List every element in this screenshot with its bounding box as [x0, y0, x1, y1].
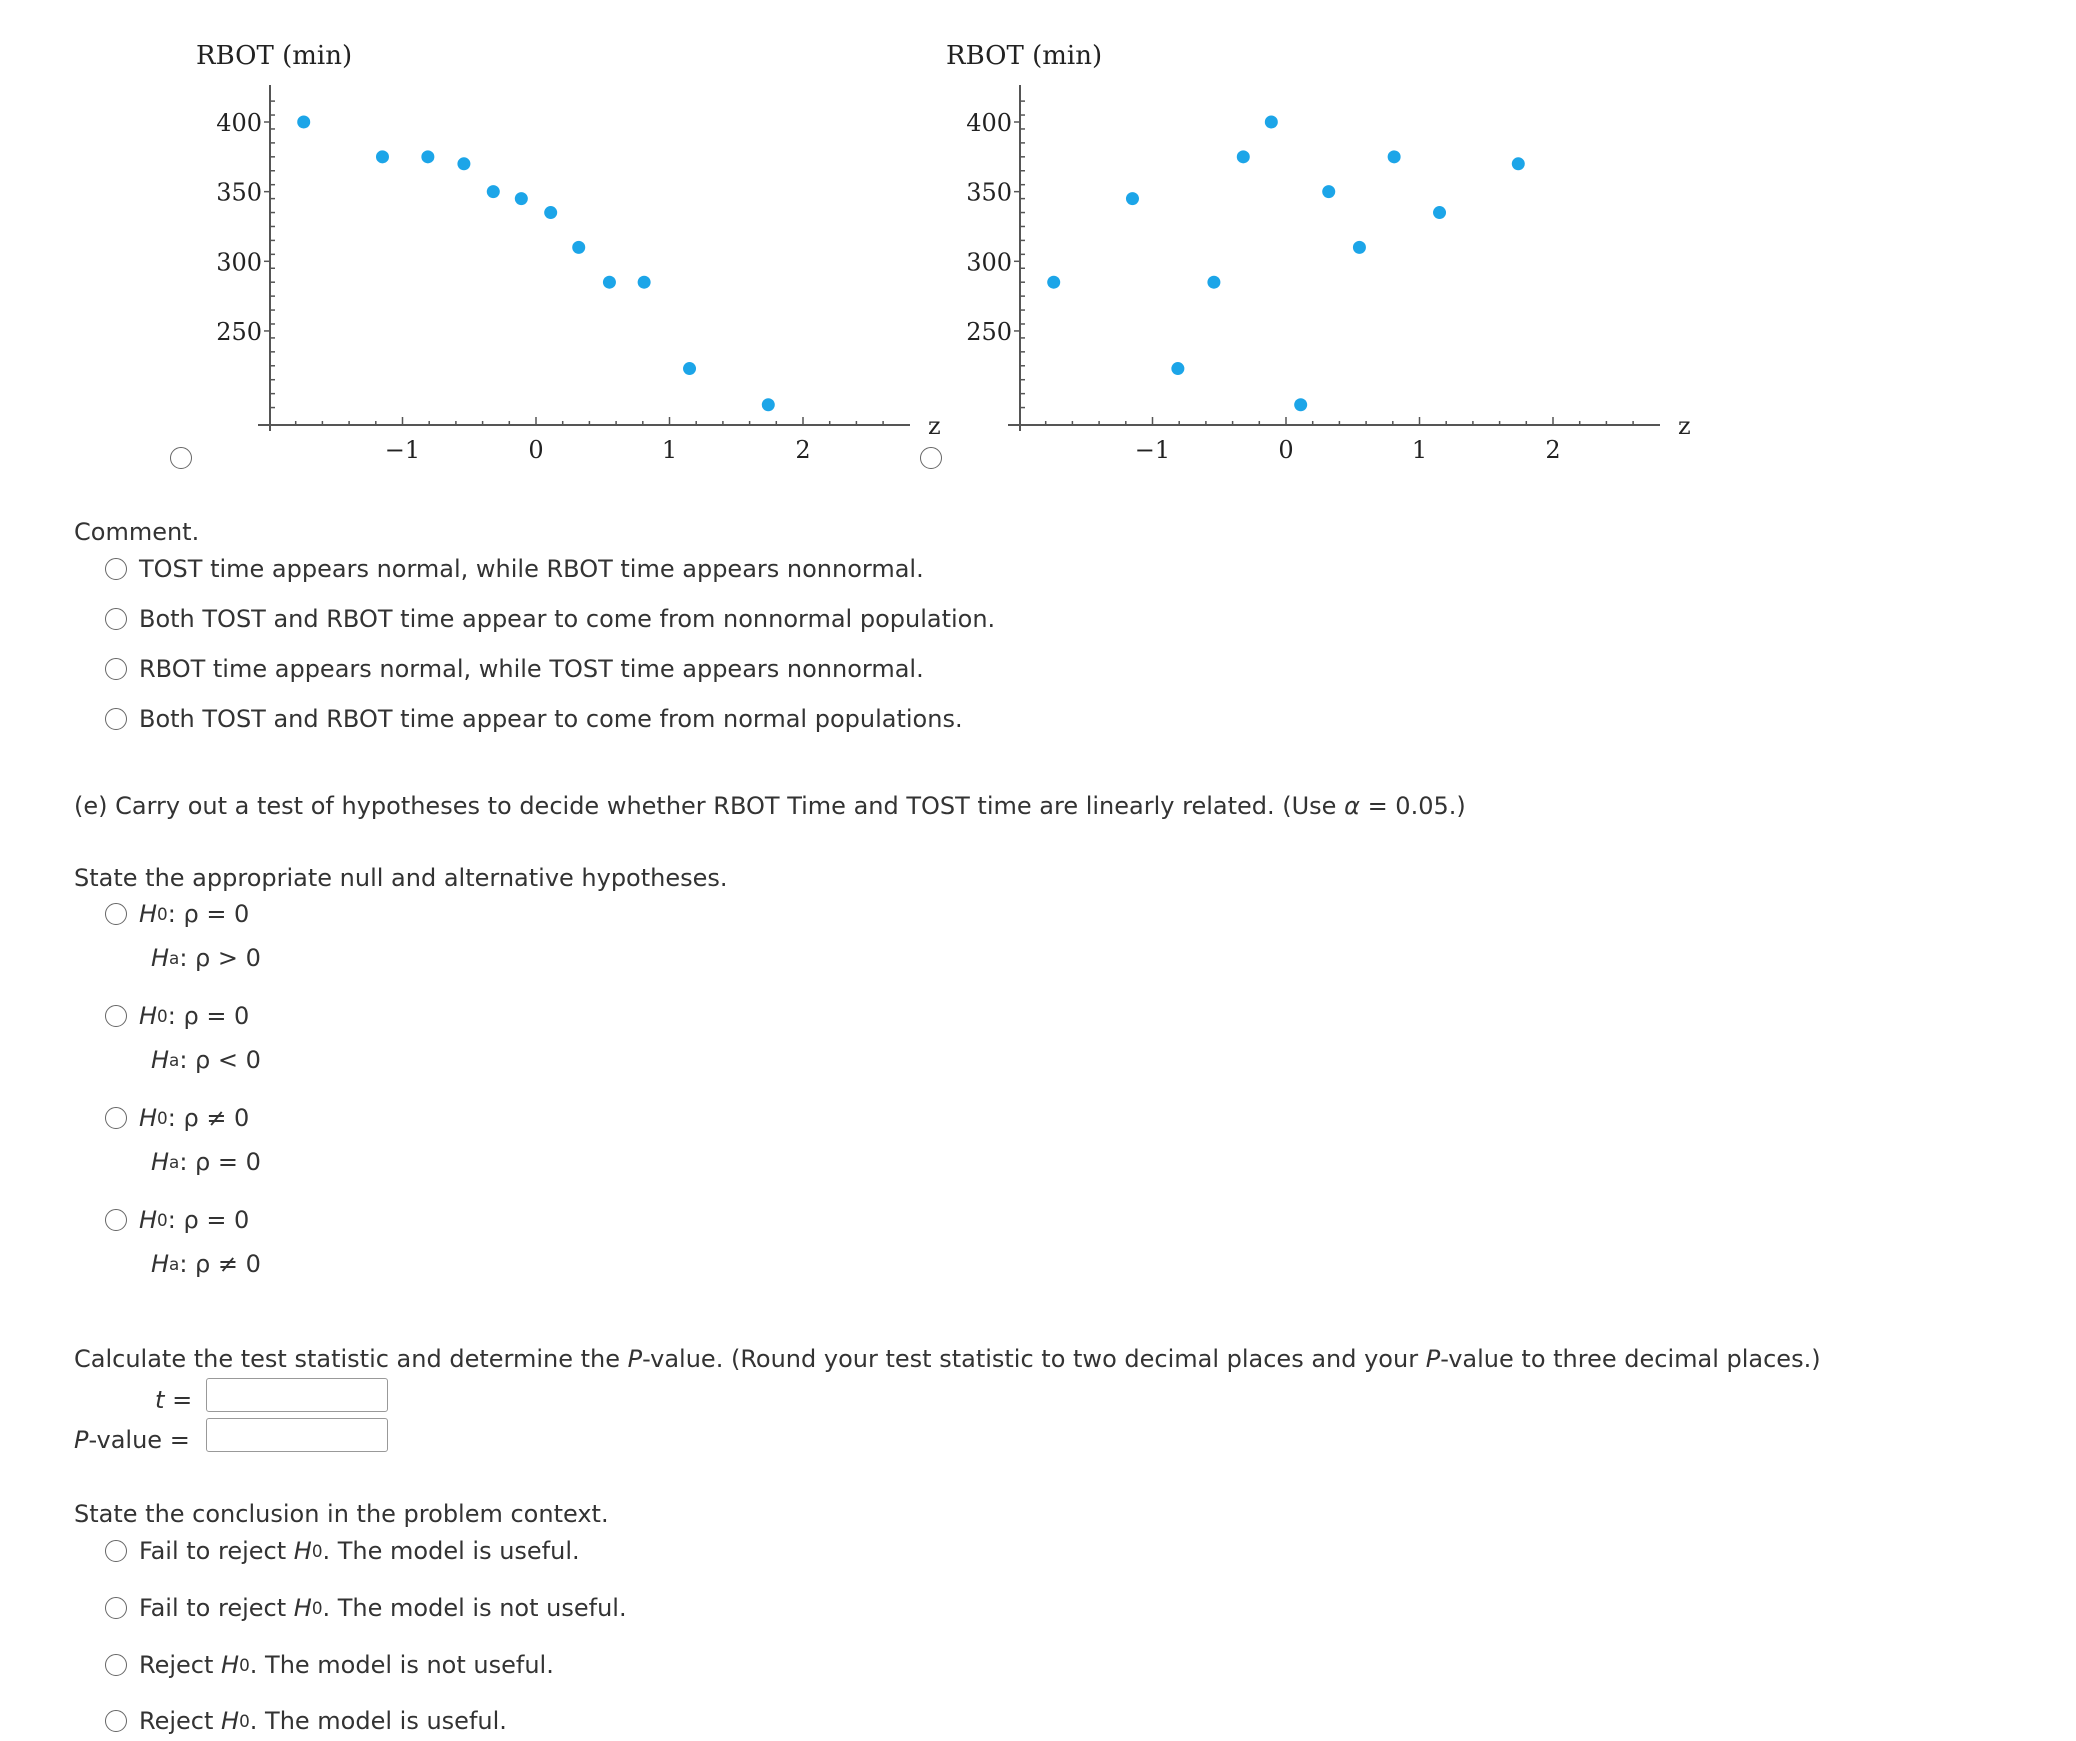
hypothesis-option-4[interactable] — [105, 1198, 261, 1286]
null-sub: 0 — [157, 904, 168, 924]
comment-label: Comment. — [74, 518, 200, 546]
p-value-equals: = — [169, 1426, 190, 1454]
p-value-label — [74, 1426, 190, 1454]
conclusion-3-verb: Reject — [139, 1651, 214, 1679]
hypothesis-option-2[interactable] — [105, 994, 261, 1082]
plot-2-point-10 — [1388, 150, 1401, 163]
conclusion-h-symbol: H — [293, 1594, 312, 1622]
alt-h-symbol: H — [151, 1148, 170, 1176]
conclusion-3-rest: . The model is not useful. — [249, 1651, 554, 1679]
comment-option-3[interactable] — [105, 655, 924, 683]
comment-option-1-text: TOST time appears normal, while RBOT time appears nonnormal. — [139, 555, 924, 583]
plot-2-xlabel: z — [1678, 412, 1691, 440]
plot-2-point-8 — [1322, 185, 1335, 198]
plot-1-xtick-label: 1 — [661, 436, 678, 464]
normal-plot-2-svg — [920, 30, 1700, 480]
plot-2-point-11 — [1433, 206, 1446, 219]
plot-1-point-11 — [683, 362, 696, 375]
alt-sub: a — [169, 1254, 180, 1274]
calc-p-symbol-2: P — [1425, 1345, 1441, 1373]
plot-1-xtick-label: 2 — [795, 436, 811, 464]
plot-1-point-9 — [603, 276, 616, 289]
comment-option-4-text: Both TOST and RBOT time appear to come from normal populations. — [139, 705, 963, 733]
plot-2-ylabel: RBOT (min) — [946, 41, 1103, 71]
plot-2-xtick-label: 2 — [1545, 436, 1561, 464]
conclusion-radio-2[interactable] — [105, 1597, 127, 1619]
hypothesis-radio-4[interactable] — [105, 1209, 127, 1231]
conclusion-1-rest: . The model is useful. — [322, 1537, 580, 1565]
plot-2-point-4 — [1207, 276, 1220, 289]
plot-2-point-7 — [1294, 398, 1307, 411]
conclusion-option-1[interactable] — [105, 1537, 580, 1565]
plot-2-point-6 — [1265, 116, 1278, 129]
calc-text-b: -value. (Round your test statistic to two decimal places and your — [642, 1345, 1419, 1373]
hypothesis-4-null: : ρ = 0 — [167, 1206, 250, 1234]
alt-sub: a — [169, 1050, 180, 1070]
conclusion-1-verb: Fail to reject — [139, 1537, 287, 1565]
conclusion-4-rest: . The model is useful. — [249, 1707, 507, 1735]
alt-h-symbol: H — [151, 1250, 170, 1278]
conclusion-2-rest: . The model is not useful. — [322, 1594, 627, 1622]
t-equals: = — [172, 1386, 193, 1414]
null-h-symbol: H — [139, 1002, 158, 1030]
conclusion-null-sub: 0 — [239, 1655, 250, 1675]
t-label — [155, 1386, 192, 1414]
plot-2-xtick-label: −1 — [1134, 436, 1171, 464]
conclusion-option-4[interactable] — [105, 1707, 507, 1735]
part-e-question — [74, 792, 1466, 820]
p-value-p-symbol: P — [74, 1426, 89, 1454]
plot-1-radio[interactable] — [170, 447, 192, 469]
plot-1-ytick-label: 350 — [216, 178, 262, 207]
comment-radio-4[interactable] — [105, 708, 127, 730]
conclusion-2-verb: Fail to reject — [139, 1594, 287, 1622]
plot-1-point-3 — [421, 150, 434, 163]
conclusion-4-verb: Reject — [139, 1707, 214, 1735]
hypothesis-radio-2[interactable] — [105, 1005, 127, 1027]
normal-plot-2 — [920, 30, 1700, 480]
conclusion-label: State the conclusion in the problem context. — [74, 1500, 609, 1528]
hypothesis-2-null: : ρ = 0 — [167, 1002, 250, 1030]
plot-1-ytick-label: 250 — [216, 317, 262, 346]
conclusion-h-symbol: H — [221, 1707, 240, 1735]
normal-plot-1-svg — [170, 30, 950, 480]
null-sub: 0 — [157, 1006, 168, 1026]
t-statistic-input[interactable] — [206, 1378, 388, 1412]
plot-1-xlabel: z — [928, 412, 941, 440]
conclusion-radio-1[interactable] — [105, 1540, 127, 1562]
comment-radio-1[interactable] — [105, 558, 127, 580]
calc-text-a: Calculate the test statistic and determine the — [74, 1345, 620, 1373]
hypothesis-2-alt: : ρ < 0 — [179, 1046, 261, 1074]
conclusion-radio-3[interactable] — [105, 1654, 127, 1676]
hypotheses-label: State the appropriate null and alternative hypotheses. — [74, 864, 728, 892]
plot-1-ylabel: RBOT (min) — [196, 41, 353, 71]
conclusion-null-sub: 0 — [311, 1598, 323, 1618]
t-symbol: t — [155, 1386, 165, 1414]
plot-2-ytick-label: 350 — [966, 178, 1012, 207]
comment-option-2-text: Both TOST and RBOT time appear to come from nonnormal population. — [139, 605, 996, 633]
plot-2-xtick-label: 1 — [1411, 436, 1428, 464]
plot-1-point-4 — [457, 157, 470, 170]
comment-option-2[interactable] — [105, 605, 995, 633]
hypothesis-1-null: : ρ = 0 — [167, 900, 250, 928]
plot-1-xtick-label: 0 — [528, 436, 544, 464]
plot-2-point-2 — [1126, 192, 1139, 205]
plot-2-point-3 — [1171, 362, 1184, 375]
plot-1-point-6 — [515, 192, 528, 205]
plot-1-point-7 — [544, 206, 557, 219]
plot-1-point-2 — [376, 150, 389, 163]
plot-1-ytick-label: 400 — [216, 109, 262, 137]
plot-1-point-8 — [572, 241, 585, 254]
calc-p-symbol-1: P — [627, 1345, 643, 1373]
plot-2-point-1 — [1047, 276, 1060, 289]
null-sub: 0 — [157, 1210, 168, 1230]
alt-sub: a — [169, 948, 180, 968]
comment-option-4[interactable] — [105, 705, 963, 733]
plot-2-ytick-label: 300 — [966, 248, 1012, 277]
part-e-text: (e) Carry out a test of hypotheses to decide whether RBOT Time and TOST time are linearly related. (Use — [74, 792, 1337, 820]
hypothesis-radio-1[interactable] — [105, 903, 127, 925]
hypothesis-4-alt: : ρ ≠ 0 — [179, 1250, 261, 1278]
comment-option-3-text: RBOT time appears normal, while TOST time appears nonnormal. — [139, 655, 924, 683]
plot-1-point-10 — [638, 276, 651, 289]
normal-plot-1 — [170, 30, 950, 480]
plot-1-ytick-label: 300 — [216, 248, 262, 277]
hypothesis-3-null: : ρ ≠ 0 — [167, 1104, 250, 1132]
conclusion-h-symbol: H — [221, 1651, 240, 1679]
alpha-symbol: α — [1344, 792, 1360, 820]
plot-1-xtick-label: −1 — [384, 436, 421, 464]
hypothesis-1-alt: : ρ > 0 — [179, 944, 261, 972]
p-value-input[interactable] — [206, 1418, 388, 1452]
conclusion-option-2[interactable] — [105, 1594, 627, 1622]
conclusion-option-3[interactable] — [105, 1651, 554, 1679]
null-h-symbol: H — [139, 1206, 158, 1234]
conclusion-null-sub: 0 — [239, 1711, 250, 1731]
alt-h-symbol: H — [151, 1046, 170, 1074]
hypothesis-option-3[interactable] — [105, 1096, 261, 1184]
comment-option-1[interactable] — [105, 555, 924, 583]
comment-radio-3[interactable] — [105, 658, 127, 680]
hypothesis-3-alt: : ρ = 0 — [179, 1148, 261, 1176]
conclusion-radio-4[interactable] — [105, 1710, 127, 1732]
plot-2-radio[interactable] — [920, 447, 942, 469]
plot-2-point-5 — [1237, 150, 1250, 163]
plot-2-point-9 — [1353, 241, 1366, 254]
null-h-symbol: H — [139, 1104, 158, 1132]
calc-instructions — [74, 1345, 1821, 1373]
plot-1-point-5 — [487, 185, 500, 198]
p-value-suffix: -value — [88, 1426, 163, 1454]
plot-2-point-12 — [1512, 157, 1525, 170]
conclusion-h-symbol: H — [293, 1537, 312, 1565]
plot-1-point-1 — [297, 116, 310, 129]
null-sub: 0 — [157, 1108, 168, 1128]
alt-sub: a — [169, 1152, 180, 1172]
null-h-symbol: H — [139, 900, 158, 928]
alt-h-symbol: H — [151, 944, 170, 972]
comment-radio-2[interactable] — [105, 608, 127, 630]
hypothesis-radio-3[interactable] — [105, 1107, 127, 1129]
plot-2-ytick-label: 400 — [966, 109, 1012, 137]
hypothesis-option-1[interactable] — [105, 892, 261, 980]
conclusion-null-sub: 0 — [311, 1541, 323, 1561]
plot-2-ytick-label: 250 — [966, 317, 1012, 346]
alpha-value: = 0.05.) — [1367, 792, 1466, 820]
plot-1-point-12 — [762, 398, 775, 411]
calc-text-c: -value to three decimal places.) — [1440, 1345, 1821, 1373]
plot-2-xtick-label: 0 — [1278, 436, 1294, 464]
